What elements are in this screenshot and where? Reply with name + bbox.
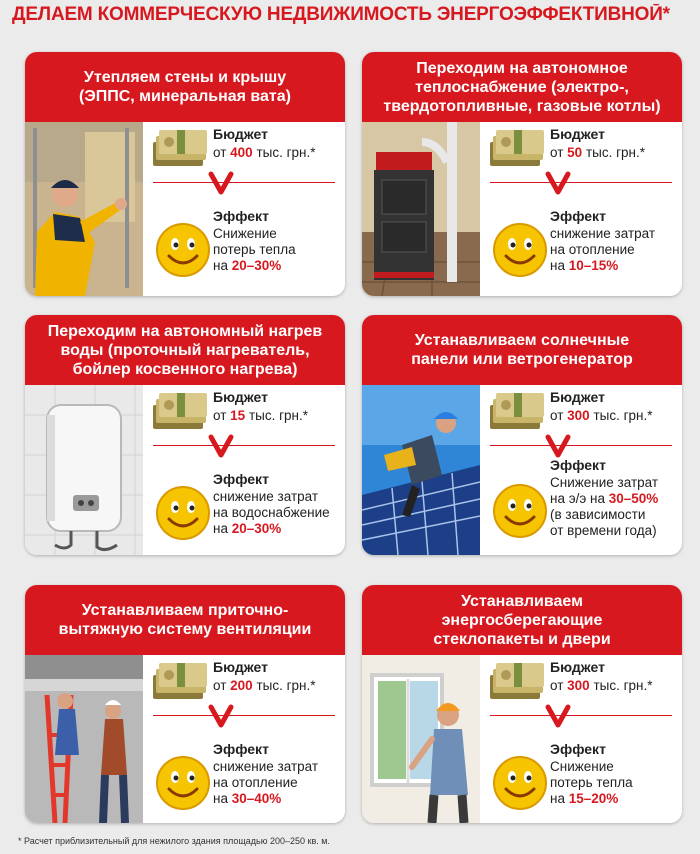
effect-line: на отопление [550, 242, 635, 257]
divider [490, 445, 672, 446]
effect-text [213, 226, 343, 274]
card-title [362, 52, 682, 122]
effect-line: снижение затрат [213, 759, 319, 774]
budget-prefix: от [550, 678, 568, 693]
smiley-icon [155, 222, 211, 278]
card-info [484, 122, 680, 296]
card-title-line: панели или ветрогенератор [411, 351, 633, 368]
effect-text [213, 489, 343, 537]
budget-label: Бюджет [213, 659, 268, 675]
effect-line: снижение затрат [550, 226, 656, 241]
effect-line: на [213, 258, 232, 273]
money-bundle-icon [488, 661, 546, 703]
photo-worker-insulating-wall [25, 122, 143, 296]
arrow-down-icon [207, 431, 235, 461]
arrow-down-icon [544, 701, 572, 731]
divider [490, 182, 672, 183]
card-title-line: Переходим на автономное [416, 59, 628, 77]
card-title-line: вытяжную систему вентиляции [58, 621, 312, 638]
budget-value [550, 678, 652, 693]
card-info [147, 655, 343, 823]
budget-suffix: тыс. грн.* [582, 145, 645, 160]
effect-value: 20–30% [231, 258, 282, 273]
budget-label: Бюджет [213, 126, 268, 142]
budget-value [550, 408, 652, 423]
photo-workers-installing-ventilation [25, 655, 143, 823]
effect-label: Эффект [213, 208, 269, 224]
budget-label: Бюджет [213, 389, 268, 405]
budget-value [213, 678, 315, 693]
effect-text [550, 226, 680, 274]
budget-amount: 300 [567, 408, 590, 423]
divider [490, 715, 672, 716]
card-title-line: энергосберегающие [441, 611, 603, 629]
effect-label: Эффект [550, 741, 606, 757]
budget-amount: 200 [230, 678, 253, 693]
money-bundle-icon [151, 391, 209, 433]
card-info [147, 122, 343, 296]
effect-text [550, 759, 680, 807]
effect-label: Эффект [213, 471, 269, 487]
card-title-line: стеклопакеты и двери [433, 630, 611, 648]
budget-amount: 300 [567, 678, 590, 693]
card-ventilation [25, 585, 345, 823]
arrow-down-icon [207, 168, 235, 198]
effect-label: Эффект [550, 457, 606, 473]
card-water-heating [25, 315, 345, 555]
budget-label: Бюджет [550, 389, 605, 405]
arrow-down-icon [207, 701, 235, 731]
footnote: * Расчет приблизительный для нежилого здания площадью 200–250 кв. м. [18, 836, 330, 846]
divider [153, 445, 335, 446]
budget-label: Бюджет [550, 659, 605, 675]
effect-line: на [213, 521, 232, 536]
card-title [362, 315, 682, 385]
card-title [25, 585, 345, 655]
effect-value: 10–15% [568, 258, 619, 273]
effect-line: потерь тепла [213, 242, 296, 257]
card-title-line: Устанавливаем [461, 592, 583, 610]
smiley-icon [155, 755, 211, 811]
effect-value: 20–30% [231, 521, 282, 536]
budget-amount: 400 [230, 145, 253, 160]
budget-label: Бюджет [550, 126, 605, 142]
effect-line: потерь тепла [550, 775, 633, 790]
budget-suffix: тыс. грн.* [245, 408, 308, 423]
budget-suffix: тыс. грн.* [252, 678, 316, 693]
effect-note: (в зависимости [550, 507, 646, 522]
effect-note: от времени года) [550, 523, 657, 538]
smiley-icon [492, 483, 548, 539]
effect-line: на водоснабжение [213, 505, 330, 520]
smiley-icon [155, 485, 211, 541]
budget-value [213, 145, 315, 160]
divider [153, 715, 335, 716]
smiley-icon [492, 755, 548, 811]
smiley-icon [492, 222, 548, 278]
card-info [484, 385, 680, 555]
photo-water-heater-boiler [25, 385, 143, 555]
photo-worker-installing-window [362, 655, 480, 823]
effect-text [213, 759, 343, 807]
money-bundle-icon [488, 128, 546, 170]
budget-prefix: от [213, 145, 231, 160]
card-title-line: воды (проточный нагреватель, [60, 341, 310, 359]
effect-line: Снижение [550, 759, 614, 774]
card-info [147, 385, 343, 555]
effect-label: Эффект [213, 741, 269, 757]
card-title [362, 585, 682, 655]
page-title: ДЕЛАЕМ КОММЕРЧЕСКУЮ НЕДВИЖИМОСТЬ ЭНЕРГОЭФФЕКТИВНОЙ* [12, 4, 670, 25]
arrow-down-icon [544, 168, 572, 198]
effect-line: на отопление [213, 775, 298, 790]
card-title-line: Переходим на автономный нагрев [47, 322, 323, 340]
budget-prefix: от [550, 145, 568, 160]
effect-line: на [550, 258, 569, 273]
divider [153, 182, 335, 183]
card-title-line: Устанавливаем солнечные [414, 332, 630, 349]
budget-suffix: тыс. грн.* [252, 145, 316, 160]
card-title [25, 315, 345, 385]
card-title-line: теплоснабжение (электро-, [415, 78, 629, 96]
effect-line: снижение затрат [213, 489, 319, 504]
card-title [25, 52, 345, 122]
card-title-line: Утепляем стены и крышу [83, 69, 287, 86]
card-info [484, 655, 680, 823]
card-title-line: бойлер косвенного нагрева) [72, 360, 298, 378]
effect-line: Снижение затрат [550, 475, 659, 490]
card-title-line: (ЭППС, минеральная вата) [79, 88, 291, 105]
card-windows-doors [362, 585, 682, 823]
budget-prefix: от [213, 678, 231, 693]
budget-value [550, 145, 645, 160]
effect-value: 15–20% [568, 791, 619, 806]
budget-amount: 15 [230, 408, 246, 423]
photo-worker-installing-solar-panels [362, 385, 480, 555]
effect-line: на [550, 791, 569, 806]
card-wall-insulation [25, 52, 345, 296]
budget-prefix: от [550, 408, 568, 423]
money-bundle-icon [488, 391, 546, 433]
effect-value: 30–40% [231, 791, 282, 806]
budget-suffix: тыс. грн.* [589, 678, 653, 693]
money-bundle-icon [151, 661, 209, 703]
money-bundle-icon [151, 128, 209, 170]
effect-line: на [213, 791, 232, 806]
effect-value: 30–50% [608, 491, 659, 506]
card-autonomous-heating [362, 52, 682, 296]
budget-prefix: от [213, 408, 231, 423]
effect-text [550, 475, 680, 539]
budget-value [213, 408, 308, 423]
photo-solid-fuel-boiler [362, 122, 480, 296]
budget-amount: 50 [567, 145, 583, 160]
effect-label: Эффект [550, 208, 606, 224]
effect-line: Снижение [213, 226, 277, 241]
card-title-line: твердотопливные, газовые котлы) [383, 97, 661, 115]
budget-suffix: тыс. грн.* [589, 408, 653, 423]
card-title-line: Устанавливаем приточно- [81, 602, 289, 619]
effect-line: на э/э на [550, 491, 609, 506]
card-solar-panels [362, 315, 682, 555]
